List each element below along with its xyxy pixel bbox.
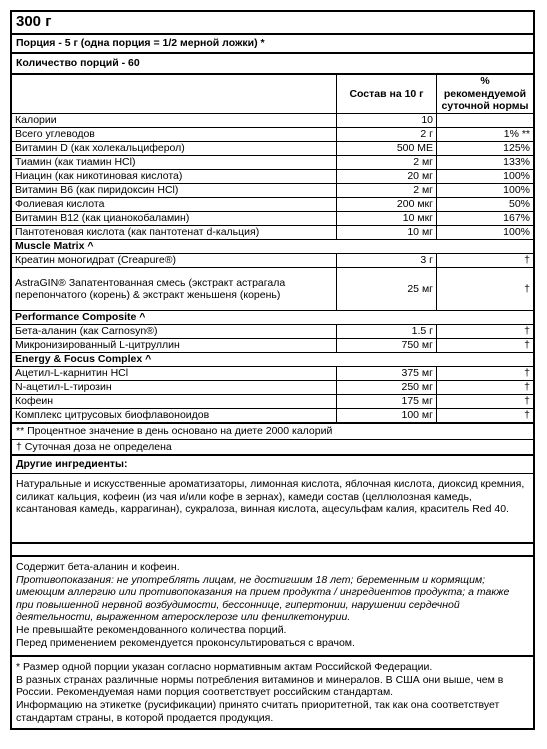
table-row: Кофеин 175 мг † <box>12 395 533 409</box>
warnings-block <box>12 555 533 655</box>
footnote-percent: ** Процентное значение в день основано на диете 2000 калорий <box>12 424 533 440</box>
servings-per-container: Количество порций - 60 <box>12 54 533 76</box>
header-daily-value: % рекомендуемой суточной нормы <box>437 75 534 114</box>
table-row: AstraGIN® Запатентованная смесь (экстракт астрагала перепончатого (корень) & экстракт женьшеня (корень) 25 мг † <box>12 268 533 311</box>
table-row: Комплекс цитрусовых биофлавоноидов 100 мг † <box>12 409 533 424</box>
serving-size: Порция - 5 г (одна порция = 1/2 мерной ложки) * <box>12 35 533 54</box>
supplement-facts-label <box>10 10 535 730</box>
table-row: Тиамин (как тиамин HCl) 2 мг 133% <box>12 156 533 170</box>
contraindications-text: Противопоказания: не употреблять лицам, не достигшим 18 лет; беременным и кормящим; имеющим аллергию или противопоказания на прием продукта / ингредиентов продукта; а также при повышенной нервной возбудимости, бессоннице, гипертонии, нарушении сердечной деятельности, выраженном атеросклерозе или фенилкетонурии. <box>16 573 510 624</box>
table-row: Витамин D (как холекальциферол) 500 МЕ 125% <box>12 142 533 156</box>
table-row: Фолиевая кислота 200 мкг 50% <box>12 198 533 212</box>
table-row: Микронизированный L-цитруллин 750 мг † <box>12 339 533 353</box>
other-ingredients-text: Натуральные и искусственные ароматизаторы, лимонная кислота, яблочная кислота, диоксид кремния, силикат кальция, кофеин (из чая и/или кофе в зернах), камеди состав (целлюлозная камедь, ксантановая камедь, каррагинан), сукралоза, винная кислота, ацесульфам калия, краситель Red 40. <box>16 477 525 516</box>
footnote-dagger: † Суточная доза не определена <box>16 440 172 453</box>
header-blank <box>12 75 337 114</box>
table-row: Бета-аланин (как Carnosyn®) 1.5 г † <box>12 325 533 339</box>
table-row: Пантотеновая кислота (как пантотенат d-кальция) 10 мг 100% <box>12 226 533 240</box>
consult-text: Перед применением рекомендуется проконсультироваться с врачом. <box>16 636 355 649</box>
table-header <box>12 75 533 114</box>
disclaimer-serving: * Размер одной порции указан согласно нормативным актам Российской Федерации. <box>16 661 433 674</box>
table-row: Всего углеводов 2 г 1% ** <box>12 128 533 142</box>
other-ingredients-title: Другие ингредиенты: <box>12 454 533 474</box>
header-amount: Состав на 10 г <box>337 75 437 114</box>
nutrition-table <box>12 75 533 424</box>
contains-text: Содержит бета-аланин и кофеин. <box>16 560 180 573</box>
table-row: Ацетил-L-карнитин HCl 375 мг † <box>12 367 533 381</box>
disclaimer-block <box>12 655 533 728</box>
table-row: Калории 10 <box>12 114 533 128</box>
section-energy-focus: Energy & Focus Complex ^ <box>12 353 533 367</box>
section-muscle-matrix: Muscle Matrix ^ <box>12 240 533 254</box>
table-row: Витамин B6 (как пиридоксин HCl) 2 мг 100% <box>12 184 533 198</box>
divider <box>12 542 533 555</box>
disclaimer-translation: Информацию на этикетке (русификации) принято считать приоритетной, так как она соответствует стандартам страны, в которой продается продукция. <box>16 698 500 724</box>
table-row: Витамин B12 (как цианокобаламин) 10 мкг 167% <box>12 212 533 226</box>
table-row: Ниацин (как никотиновая кислота) 20 мг 100% <box>12 170 533 184</box>
table-row: N-ацетил-L-тирозин 250 мг † <box>12 381 533 395</box>
package-size: 300 г <box>12 12 533 35</box>
table-row: Креатин моногидрат (Creapure®) 3 г † <box>12 254 533 268</box>
dose-warning-text: Не превышайте рекомендованного количества порций. <box>16 623 287 636</box>
section-performance-composite: Performance Composite ^ <box>12 311 533 325</box>
disclaimer-norms: В разных странах различные нормы потребления витаминов и минералов. В США они выше, чем в России. Рекомендуемая нами порция соответствует российским стандартам. <box>16 673 504 699</box>
